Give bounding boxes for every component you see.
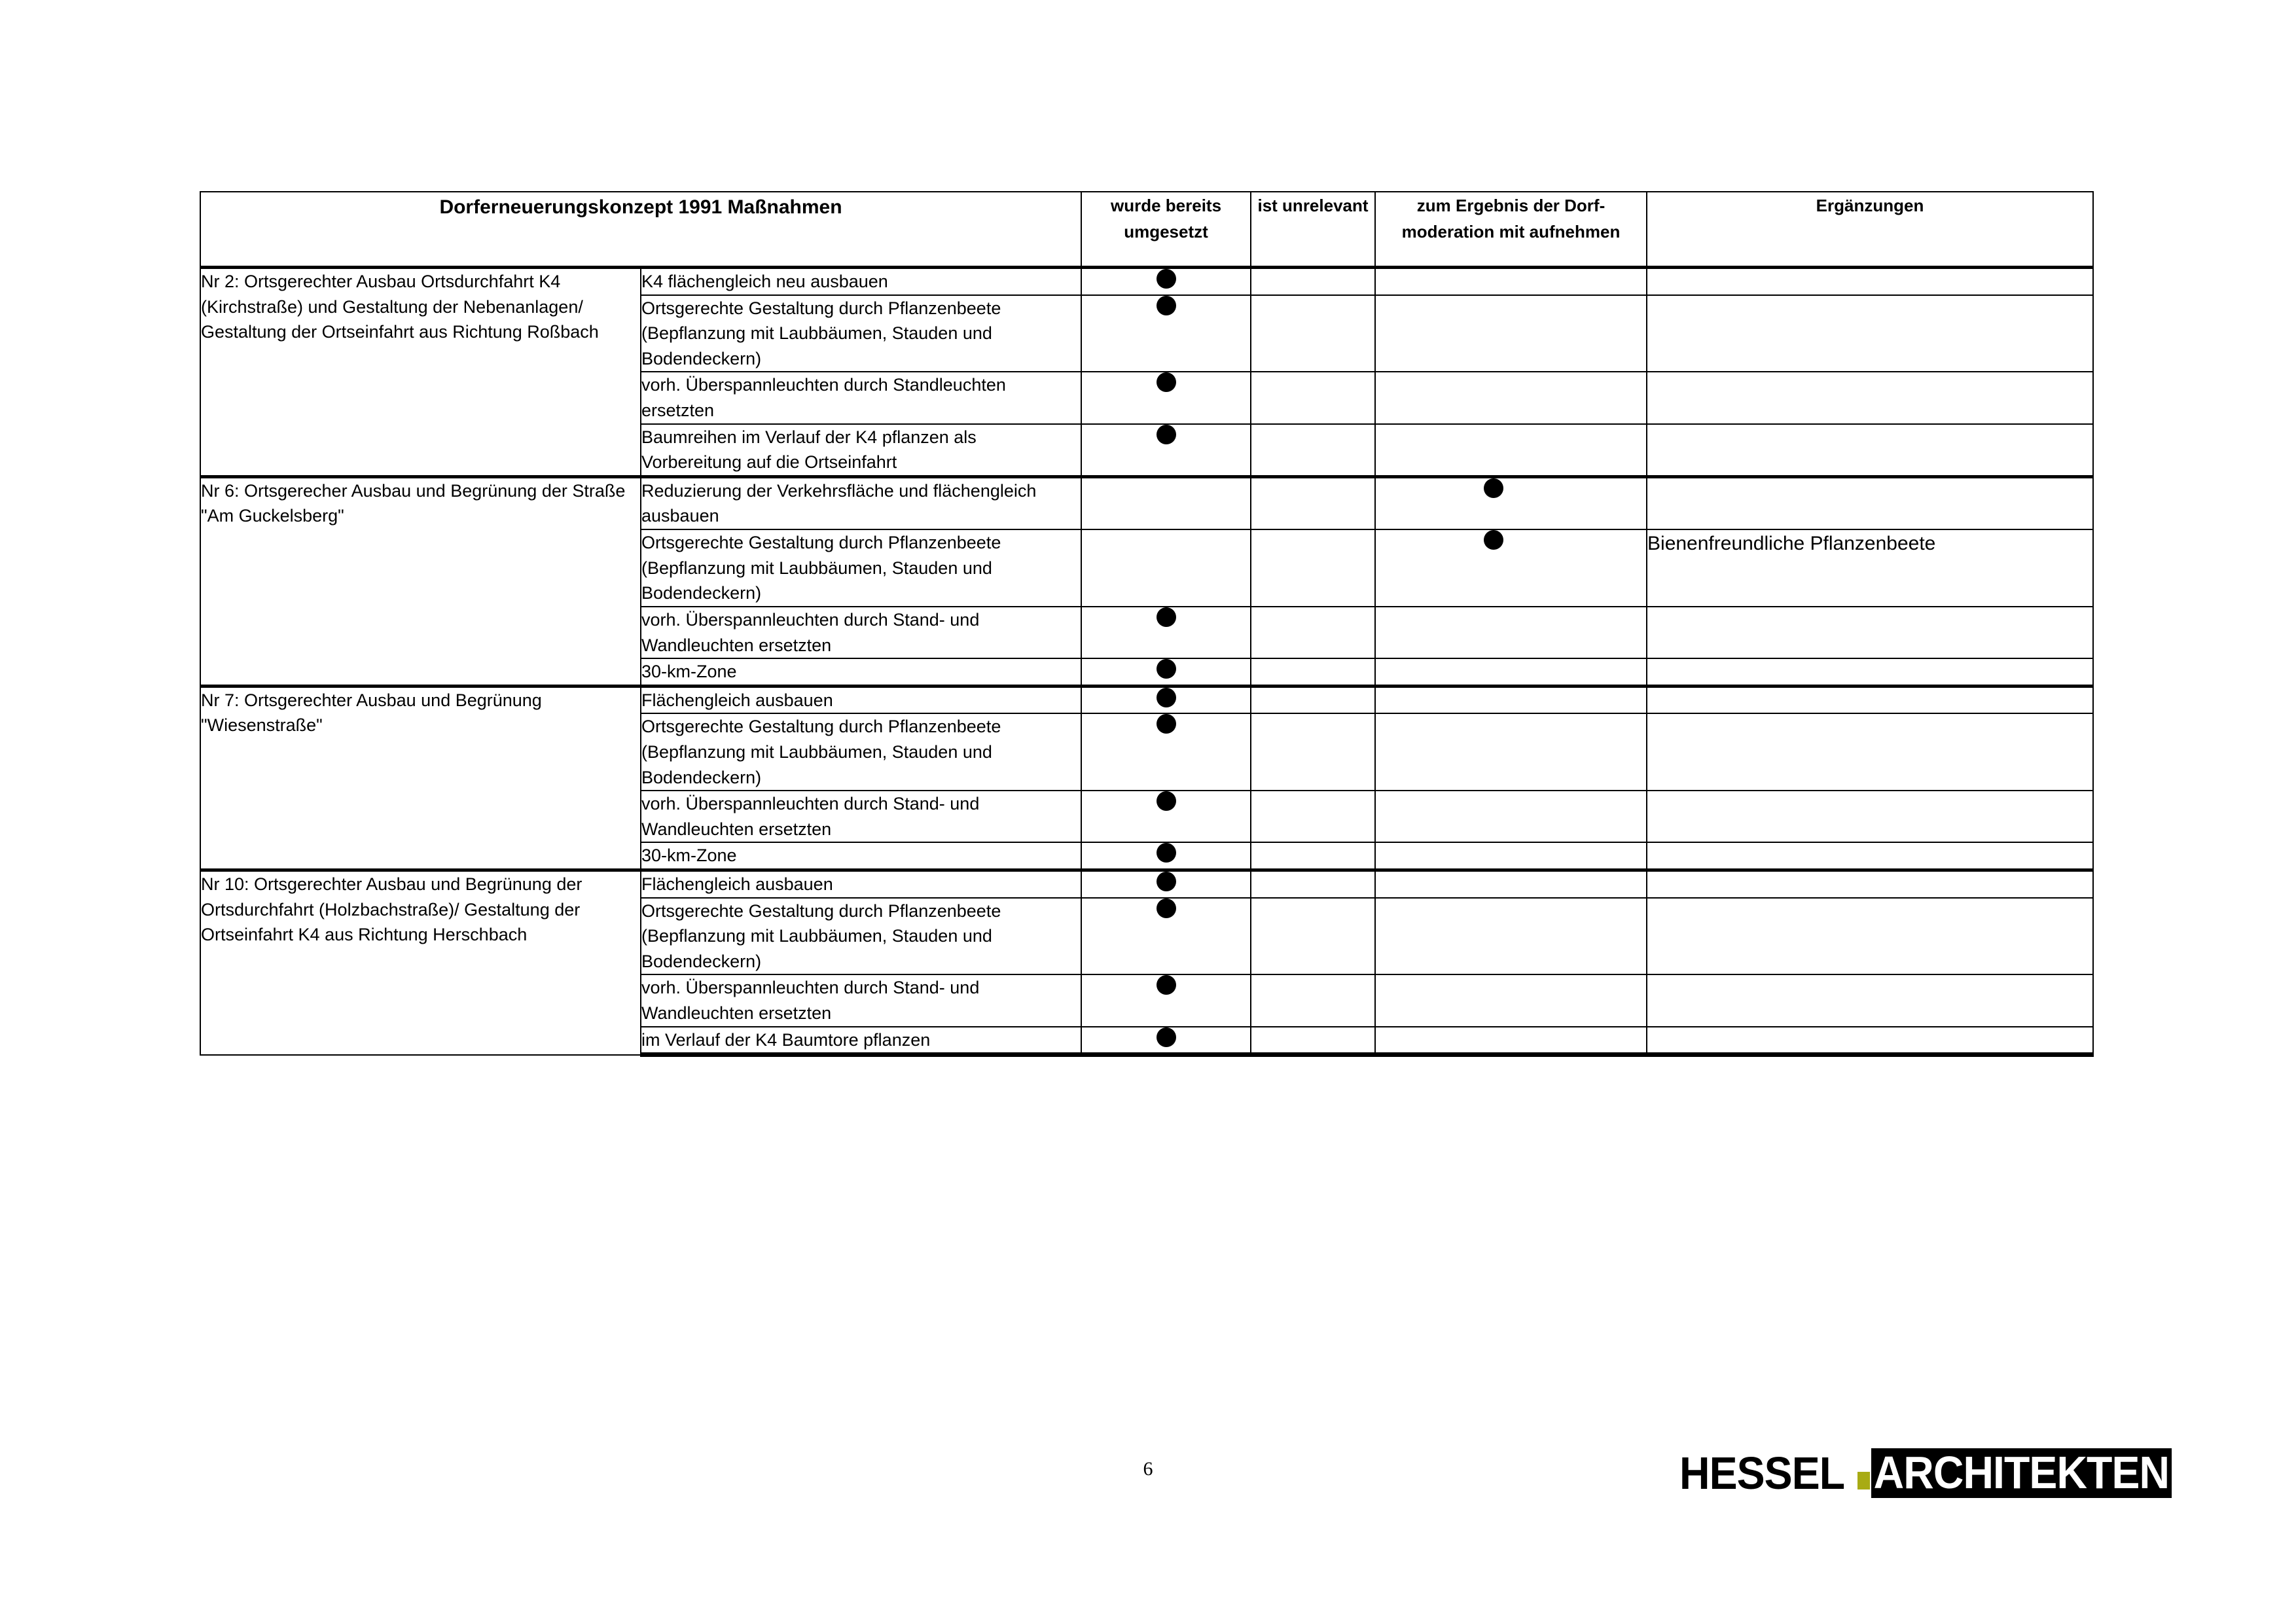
filled-circle-icon <box>1157 372 1176 392</box>
group-title-cell: Nr 2: Ortsgerechter Ausbau Ortsdurchfahrt K4 (Kirchstraße) und Gestaltung der Nebenanlagen/ Gestaltung der Ortseinfahrt aus Richtung Roßbach <box>200 268 641 477</box>
table-row <box>200 268 2093 295</box>
mark-cell-irrelevant[interactable] <box>1251 791 1375 842</box>
mark-cell-done[interactable] <box>1081 1027 1251 1055</box>
measure-description-cell: Reduzierung der Verkehrsfläche und flächengleich ausbauen <box>641 476 1081 529</box>
mark-cell-moderation[interactable] <box>1375 870 1647 898</box>
mark-cell-done[interactable] <box>1081 295 1251 372</box>
mark-cell-moderation[interactable] <box>1375 1027 1647 1055</box>
mark-cell-moderation[interactable] <box>1375 842 1647 870</box>
measure-description-cell: vorh. Überspannleuchten durch Stand- und Wandleuchten ersetzten <box>641 791 1081 842</box>
measure-description-cell: vorh. Überspannleuchten durch Standleuchten ersetzten <box>641 372 1081 423</box>
mark-cell-done[interactable] <box>1081 476 1251 529</box>
mark-cell-moderation[interactable] <box>1375 791 1647 842</box>
mark-cell-done[interactable] <box>1081 713 1251 791</box>
additions-cell <box>1647 372 2093 423</box>
mark-cell-moderation[interactable] <box>1375 658 1647 686</box>
page-number: 6 <box>1143 1458 1153 1480</box>
table-row <box>200 870 2093 898</box>
filled-circle-icon <box>1157 659 1176 679</box>
mark-cell-done[interactable] <box>1081 372 1251 423</box>
mark-cell-moderation[interactable] <box>1375 476 1647 529</box>
mark-cell-irrelevant[interactable] <box>1251 476 1375 529</box>
measure-description-cell: Flächengleich ausbauen <box>641 870 1081 898</box>
mark-cell-irrelevant[interactable] <box>1251 607 1375 658</box>
mark-cell-irrelevant[interactable] <box>1251 870 1375 898</box>
mark-cell-done[interactable] <box>1081 529 1251 607</box>
mark-cell-irrelevant[interactable] <box>1251 529 1375 607</box>
additions-cell <box>1647 424 2093 477</box>
filled-circle-icon <box>1157 688 1176 707</box>
filled-circle-icon <box>1484 530 1503 550</box>
mark-cell-done[interactable] <box>1081 658 1251 686</box>
measures-table <box>200 191 2094 1057</box>
measure-description-cell: Ortsgerechte Gestaltung durch Pflanzenbeete (Bepflanzung mit Laubbäumen, Stauden und Bodendeckern) <box>641 898 1081 975</box>
mark-cell-moderation[interactable] <box>1375 529 1647 607</box>
mark-cell-irrelevant[interactable] <box>1251 658 1375 686</box>
table-header-row <box>200 192 2093 268</box>
measure-description-cell: vorh. Überspannleuchten durch Stand- und Wandleuchten ersetzten <box>641 607 1081 658</box>
mark-cell-done[interactable] <box>1081 268 1251 295</box>
mark-cell-done[interactable] <box>1081 974 1251 1026</box>
column-header-done-line2: umgesetzt <box>1124 222 1208 242</box>
mark-cell-irrelevant[interactable] <box>1251 295 1375 372</box>
mark-cell-moderation[interactable] <box>1375 974 1647 1026</box>
group-title-cell: Nr 6: Ortsgerecher Ausbau und Begrünung der Straße "Am Guckelsberg" <box>200 476 641 686</box>
column-header-additions: Ergänzungen <box>1647 192 2093 268</box>
logo-text-hessel: HESSEL <box>1679 1448 1845 1499</box>
mark-cell-irrelevant[interactable] <box>1251 842 1375 870</box>
filled-circle-icon <box>1157 714 1176 734</box>
column-header-moderation <box>1375 192 1647 268</box>
column-header-moderation-line1: zum Ergebnis der Dorf- <box>1416 196 1605 215</box>
measure-description-cell: Ortsgerechte Gestaltung durch Pflanzenbeete (Bepflanzung mit Laubbäumen, Stauden und Bodendeckern) <box>641 295 1081 372</box>
mark-cell-moderation[interactable] <box>1375 898 1647 975</box>
additions-cell <box>1647 1027 2093 1055</box>
filled-circle-icon <box>1157 843 1176 863</box>
measure-description-cell: Ortsgerechte Gestaltung durch Pflanzenbeete (Bepflanzung mit Laubbäumen, Stauden und Bodendeckern) <box>641 529 1081 607</box>
measure-description-cell: vorh. Überspannleuchten durch Stand- und Wandleuchten ersetzten <box>641 974 1081 1026</box>
mark-cell-done[interactable] <box>1081 424 1251 477</box>
measure-description-cell: im Verlauf der K4 Baumtore pflanzen <box>641 1027 1081 1055</box>
filled-circle-icon <box>1157 425 1176 444</box>
mark-cell-irrelevant[interactable] <box>1251 713 1375 791</box>
measure-description-cell: Baumreihen im Verlauf der K4 pflanzen als Vorbereitung auf die Ortseinfahrt <box>641 424 1081 477</box>
additions-cell <box>1647 686 2093 713</box>
mark-cell-moderation[interactable] <box>1375 713 1647 791</box>
mark-cell-done[interactable] <box>1081 870 1251 898</box>
mark-cell-irrelevant[interactable] <box>1251 424 1375 477</box>
mark-cell-moderation[interactable] <box>1375 686 1647 713</box>
additions-cell <box>1647 476 2093 529</box>
logo-text-architekten: ARCHITEKTEN <box>1871 1448 2172 1498</box>
column-header-moderation-line2: moderation mit aufnehmen <box>1401 222 1621 242</box>
mark-cell-done[interactable] <box>1081 686 1251 713</box>
mark-cell-moderation[interactable] <box>1375 607 1647 658</box>
filled-circle-icon <box>1157 1027 1176 1047</box>
filled-circle-icon <box>1157 296 1176 315</box>
mark-cell-done[interactable] <box>1081 791 1251 842</box>
filled-circle-icon <box>1157 607 1176 627</box>
additions-cell <box>1647 607 2093 658</box>
group-title-cell: Nr 10: Ortsgerechter Ausbau und Begrünung der Ortsdurchfahrt (Holzbachstraße)/ Gestaltung der Ortseinfahrt K4 aus Richtung Herschbach <box>200 870 641 1055</box>
table-row <box>200 686 2093 713</box>
company-logo <box>1679 1449 2198 1497</box>
mark-cell-irrelevant[interactable] <box>1251 268 1375 295</box>
measure-description-cell: Flächengleich ausbauen <box>641 686 1081 713</box>
measure-description-cell: K4 flächengleich neu ausbauen <box>641 268 1081 295</box>
measure-description-cell: 30-km-Zone <box>641 842 1081 870</box>
filled-circle-icon <box>1157 899 1176 918</box>
measure-description-cell: Ortsgerechte Gestaltung durch Pflanzenbeete (Bepflanzung mit Laubbäumen, Stauden und Bodendeckern) <box>641 713 1081 791</box>
column-header-irrelevant: ist unrelevant <box>1251 192 1375 268</box>
mark-cell-moderation[interactable] <box>1375 372 1647 423</box>
mark-cell-moderation[interactable] <box>1375 424 1647 477</box>
mark-cell-done[interactable] <box>1081 842 1251 870</box>
additions-cell <box>1647 658 2093 686</box>
column-header-done <box>1081 192 1251 268</box>
group-title-cell: Nr 7: Ortsgerechter Ausbau und Begrünung "Wiesenstraße" <box>200 686 641 870</box>
mark-cell-irrelevant[interactable] <box>1251 974 1375 1026</box>
filled-circle-icon <box>1157 791 1176 811</box>
mark-cell-irrelevant[interactable] <box>1251 372 1375 423</box>
table-row <box>200 476 2093 529</box>
mark-cell-done[interactable] <box>1081 898 1251 975</box>
filled-circle-icon <box>1157 872 1176 891</box>
additions-cell <box>1647 842 2093 870</box>
table-header <box>200 192 2093 268</box>
mark-cell-moderation[interactable] <box>1375 295 1647 372</box>
additions-cell <box>1647 791 2093 842</box>
mark-cell-irrelevant[interactable] <box>1251 1027 1375 1055</box>
mark-cell-done[interactable] <box>1081 607 1251 658</box>
mark-cell-irrelevant[interactable] <box>1251 898 1375 975</box>
additions-cell <box>1647 268 2093 295</box>
mark-cell-moderation[interactable] <box>1375 268 1647 295</box>
mark-cell-irrelevant[interactable] <box>1251 686 1375 713</box>
filled-circle-icon <box>1157 269 1176 289</box>
filled-circle-icon <box>1157 975 1176 995</box>
additions-cell <box>1647 870 2093 898</box>
filled-circle-icon <box>1484 478 1503 498</box>
additions-cell <box>1647 713 2093 791</box>
column-header-concept: Dorferneuerungskonzept 1991 Maßnahmen <box>200 192 1081 268</box>
measure-description-cell: 30-km-Zone <box>641 658 1081 686</box>
logo-accent-dot <box>1857 1472 1870 1489</box>
measures-table-container <box>200 191 2092 1057</box>
additions-cell <box>1647 295 2093 372</box>
additions-cell: Bienenfreundliche Pflanzenbeete <box>1647 529 2093 607</box>
additions-cell <box>1647 974 2093 1026</box>
additions-cell <box>1647 898 2093 975</box>
column-header-done-line1: wurde bereits <box>1110 196 1222 215</box>
table-body <box>200 268 2093 1055</box>
